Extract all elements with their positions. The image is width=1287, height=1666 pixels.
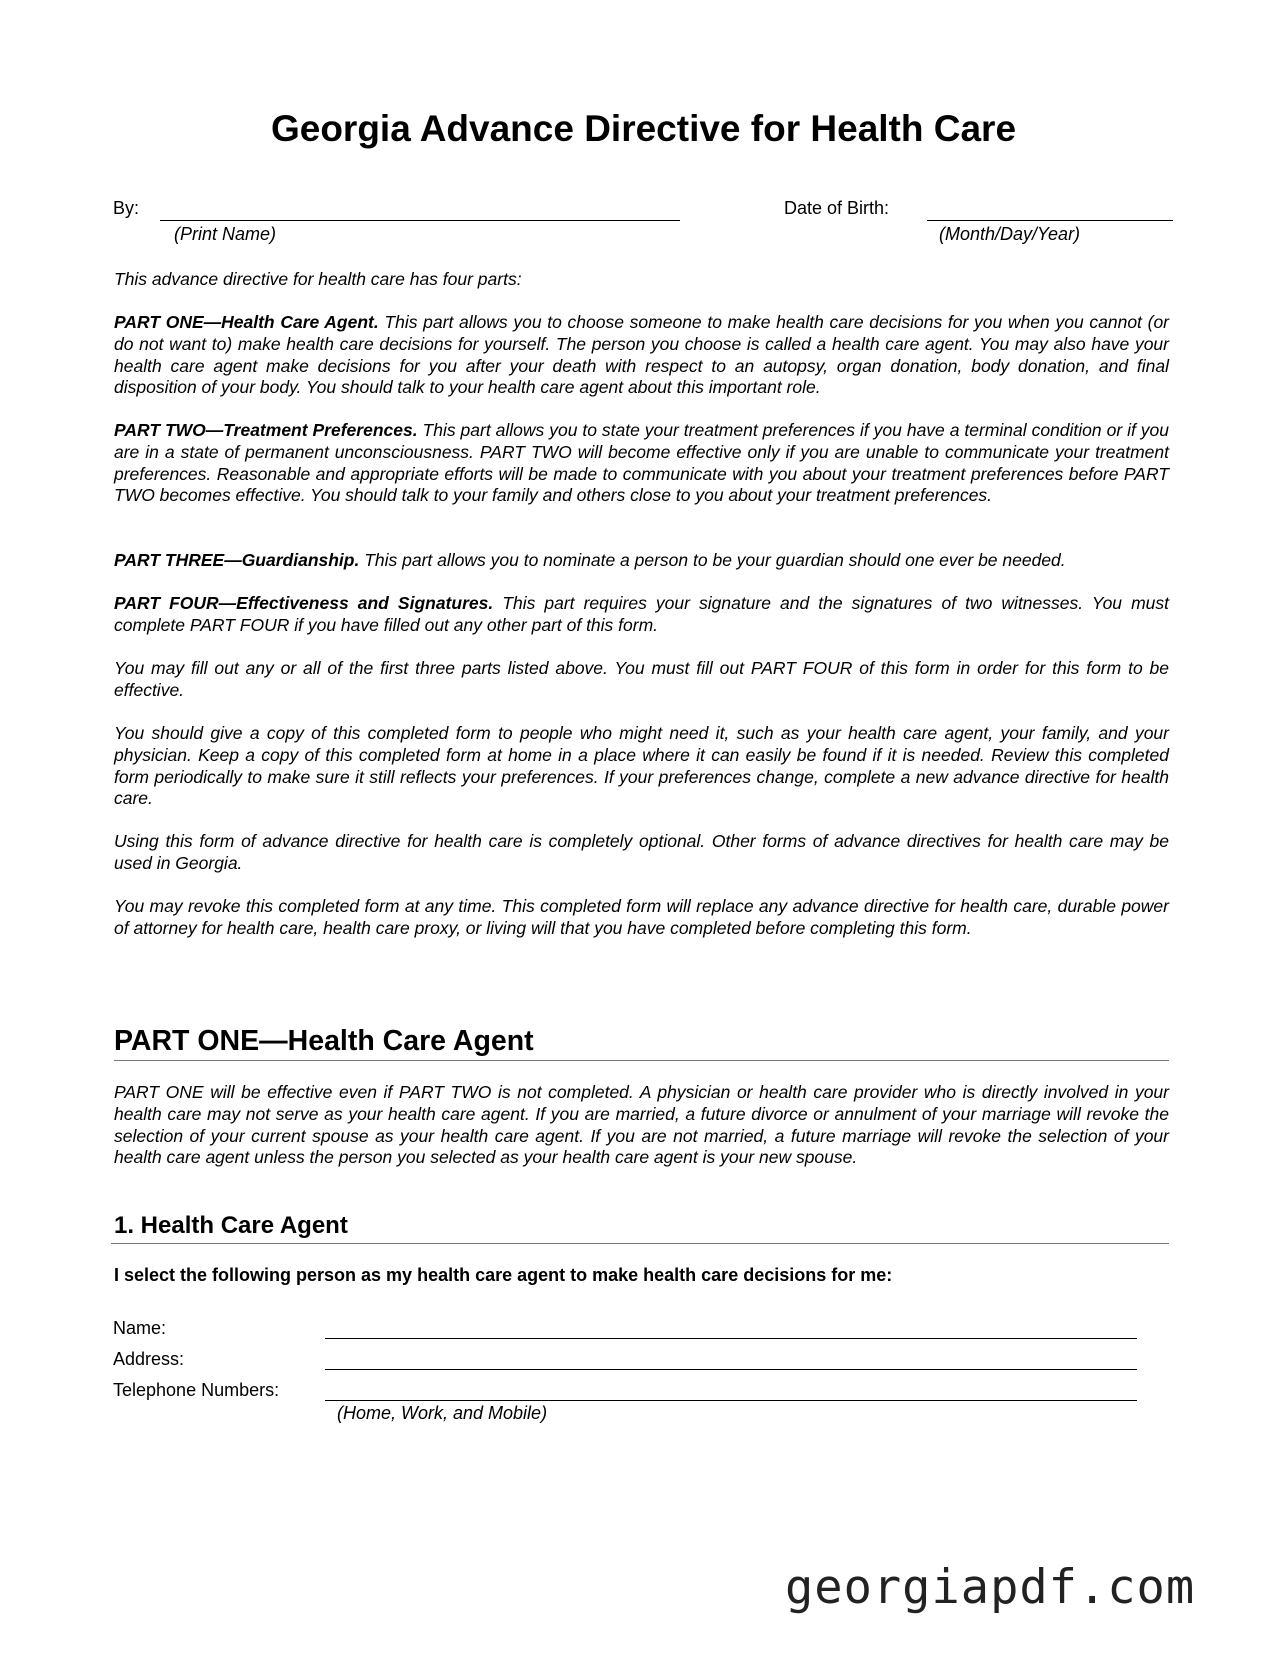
- optional-paragraph: Using this form of advance directive for health care is completely optional. Other forms of advance directives for health care may be used in Georgia.: [114, 831, 1169, 873]
- part-one-text: This part allows you to choose someone to make health care decisions for you when you cannot (or do not want to) make health care decisions for yourself. The person you choose is called a health care agent. You may also have your health care agent make decisions for you after your death with respect to an autopsy, organ donation, body donation, and final disposition of your body. You should talk to your health care agent about this important role.: [114, 312, 1169, 398]
- part-one-lead: PART ONE—Health Care Agent.: [114, 312, 379, 332]
- fill-out-paragraph: You may fill out any or all of the first three parts listed above. You must fill out PART FOUR of this form in order for this form to be effective.: [114, 658, 1169, 700]
- date-of-birth-hint: (Month/Day/Year): [939, 224, 1081, 244]
- health-care-agent-divider: [111, 1243, 1169, 1244]
- agent-name-label: Name:: [113, 1318, 167, 1338]
- agent-instruction: I select the following person as my health care agent to make health care decisions for me:: [114, 1265, 893, 1285]
- date-of-birth-field[interactable]: [927, 220, 1173, 221]
- part-one-summary: [114, 312, 1169, 399]
- part-two-lead: PART TWO—Treatment Preferences.: [114, 420, 418, 440]
- part-four-summary: [114, 593, 1169, 637]
- agent-address-field[interactable]: [325, 1369, 1137, 1370]
- part-one-divider: [114, 1060, 1169, 1061]
- part-four-text: This part requires your signature and the signatures of two witnesses. You must complete PART FOUR if you have filled out any other part of this form.: [114, 593, 1170, 635]
- part-two-summary: [114, 420, 1169, 507]
- agent-address-label: Address:: [113, 1349, 185, 1369]
- copy-paragraph: You should give a copy of this completed form to people who might need it, such as your health care agent, your family, and your physician. Keep a copy of this completed form at home in a place where it can easily be found if it is needed. Review this completed form periodically to make sure it still reflects your preferences. If your preferences change, complete a new advance directive for health care.: [114, 723, 1169, 809]
- date-of-birth-label: Date of Birth:: [784, 198, 890, 218]
- revoke-paragraph: You may revoke this completed form at any time. This completed form will replace any advance directive for health care, durable power of attorney for health care, health care proxy, or living will that you have completed before completing this form.: [114, 896, 1169, 938]
- agent-phone-field[interactable]: [325, 1400, 1137, 1401]
- watermark: georgiapdf.com: [785, 1560, 1196, 1615]
- print-name-field[interactable]: [160, 220, 680, 221]
- health-care-agent-heading: 1. Health Care Agent: [114, 1212, 348, 1239]
- part-one-text-block: PART ONE will be effective even if PART TWO is not completed. A physician or health care provider who is directly involved in your health care may not serve as your health care agent. If you are married, a future divorce or annulment of your marriage will revoke the selection of your current spouse as your health care agent. If you are not married, a future marriage will revoke the selection of your health care agent unless the person you selected as your health care agent is your new spouse.: [114, 1082, 1169, 1168]
- part-three-lead: PART THREE—Guardianship.: [114, 550, 360, 570]
- part-two-text: This part allows you to state your treatment preferences if you have a terminal condition or if you are in a state of permanent unconsciousness. PART TWO will become effective only if you are unable to communicate your treatment preferences. Reasonable and appropriate efforts will be made to communicate with you about your treatment preferences before PART TWO becomes effective. You should talk to your family and others close to you about your treatment preferences.: [114, 420, 1169, 506]
- agent-name-field[interactable]: [325, 1338, 1137, 1339]
- agent-phone-hint: (Home, Work, and Mobile): [337, 1403, 548, 1423]
- agent-phone-label: Telephone Numbers:: [113, 1380, 280, 1400]
- print-name-hint: (Print Name): [174, 224, 277, 244]
- part-three-summary: [114, 550, 1169, 572]
- part-three-text: This part allows you to nominate a person to be your guardian should one ever be needed.: [359, 550, 1066, 570]
- intro-text: This advance directive for health care has four parts:: [114, 269, 522, 289]
- part-four-lead: PART FOUR—Effectiveness and Signatures.: [114, 593, 494, 613]
- by-label: By:: [113, 198, 140, 218]
- document-title: Georgia Advance Directive for Health Care: [270, 108, 1017, 149]
- part-one-heading: PART ONE—Health Care Agent: [114, 1025, 534, 1057]
